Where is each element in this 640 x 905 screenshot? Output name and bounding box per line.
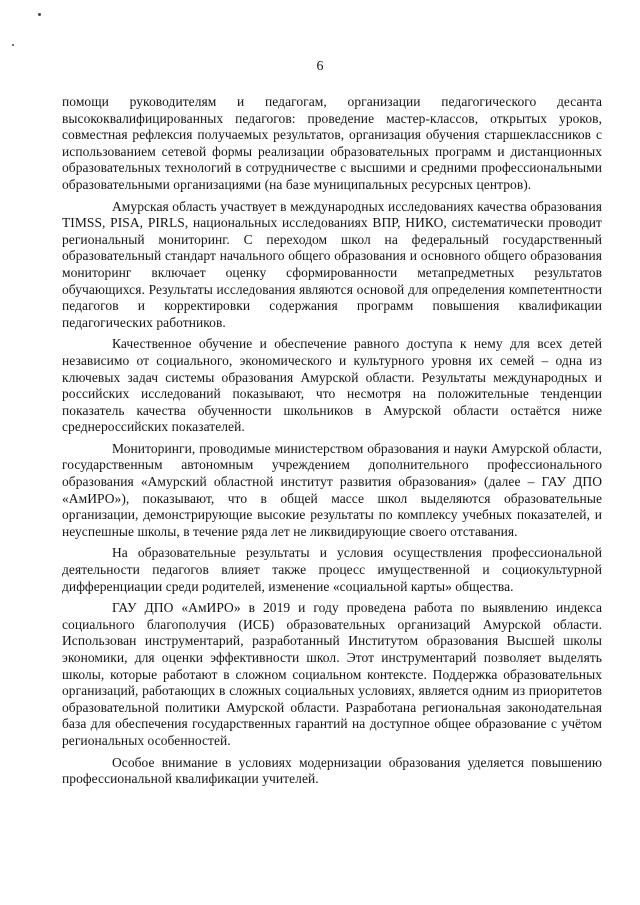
paragraph: Особое внимание в условиях модернизации образования уделяется повышению профессиональной квалификации учителей.: [62, 754, 602, 787]
page-number: 6: [316, 59, 324, 74]
scan-speck: [12, 44, 14, 46]
paragraph: Мониторинги, проводимые министерством образования и науки Амурской области, государственным автономным учреждением дополнительного профессионального образования «Амурский областной институт развития образования» (далее – ГАУ ДПО «АмИРО»), показывают, что в общей массе школ выделяются образовательные организации, демонстрирующие высокие результаты по комплексу учебных показателей, и неуспешные школы, в течение ряда лет не ликвидирующие своего отставания.: [62, 440, 602, 539]
paragraph: На образовательные результаты и условия осуществления профессиональной деятельности педагогов влияет также процесс имущественной и социокультурной дифференциации среди родителей, изменение «социальной карты» общества.: [62, 545, 602, 594]
document-body: [62, 94, 602, 793]
paragraph: помощи руководителям и педагогам, организации педагогического десанта высококвалифицированных педагогов: проведение мастер-классов, открытых уроков, совместная рефлексия получаемых результатов, организация обучения старшеклассников с использованием сетевой формы реализации образовательных программ и дистанционных образовательных технологий в сотрудничестве с высшими и средними профессиональными образовательными организациями (на базе муниципальных ресурсных центров).: [62, 94, 602, 192]
paragraph: Амурская область участвует в международных исследованиях качества образования TIMSS, PISA, PIRLS, национальных исследованиях ВПР, НИКО, систематически проводит региональный мониторинг. С переходом школ на федеральный государственный образовательный стандарт начального общего образования и основного общего образования мониторинг включает оценку сформированности метапредметных результатов обучающихся. Результаты исследования являются основой для определения компетентности педагогов и корректировки содержания программ повышения квалификации педагогических работников.: [62, 198, 602, 330]
scan-speck: [38, 13, 41, 16]
paragraph: ГАУ ДПО «АмИРО» в 2019 и году проведена работа по выявлению индекса социального благополучия (ИСБ) образовательных организаций Амурской области. Использован инструментарий, разработанный Институтом образования Высшей школы экономики, для оценки эффективности школ. Этот инструментарий позволяет выделять школы, которые работают в сложном социальном контексте. Поддержка образовательных организаций, работающих в сложных социальных условиях, является одним из приоритетов образовательной политики Амурской области. Разработана региональная законодательная база для обеспечения государственных гарантий на доступное общее образование с учётом региональных особенностей.: [62, 600, 602, 748]
paragraph: Качественное обучение и обеспечение равного доступа к нему для всех детей независимо от социального, экономического и культурного уровня их семей – одна из ключевых задач системы образования Амурской области. Результаты международных и российских исследований показывают, что несмотря на положительные тенденции показатель качества обученности школьников в Амурской области остаётся ниже среднероссийских показателей.: [62, 336, 602, 435]
